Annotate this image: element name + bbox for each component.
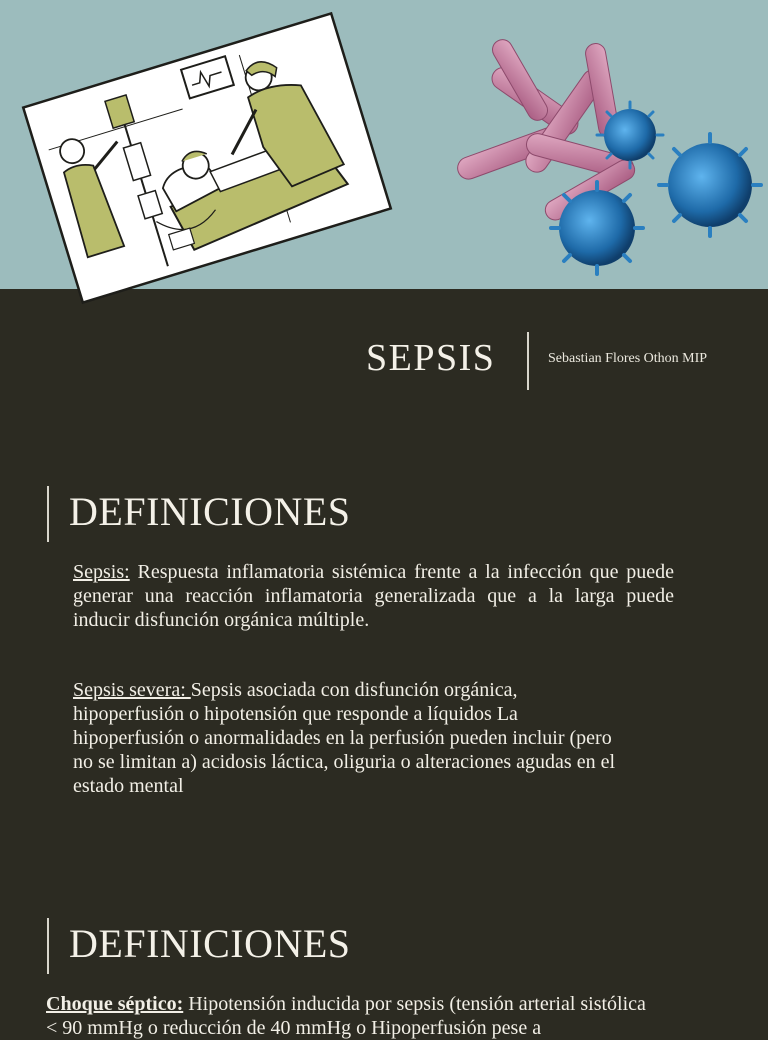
header-banner [0,0,768,289]
bacteria-virus-image [445,50,768,285]
definition-term: Sepsis: [73,561,130,583]
definition-text: Hipotensión inducida por sepsis (tensión arterial sistólica < 90 mmHg o reducción de 40 mmHg o Hipoperfusión pese a [46,993,646,1039]
definition-text: Sepsis asociada con disfunción orgánica, hipoperfusión o hipotensión que responde a líquidos La hipoperfusión o anormalidades en la perfusión pueden incluir (pero no se limitan a) acidosis láctica, oliguria o alteraciones agudas en el estado mental [73,679,616,797]
slide-title: SEPSIS [366,337,496,379]
section-heading: DEFINICIONES [69,921,351,966]
title-slide [0,0,768,468]
hospital-illustration [18,4,396,312]
author-name: Sebastian Flores Othon MIP [548,351,708,366]
title-divider [527,332,529,390]
definition-text: Respuesta inflamatoria sistémica frente a la infección que puede generar una reacción inflamatoria generalizada que a la larga puede inducir disfunción orgánica múltiple. [73,561,674,631]
definition-term: Sepsis severa: [73,679,191,701]
definition-term: Choque séptico: [46,993,184,1015]
heading-accent-bar [47,486,49,542]
definitions-slide [0,468,768,898]
definition-paragraph [73,560,674,632]
definitions-slide [0,898,768,1039]
section-heading: DEFINICIONES [69,489,351,534]
definition-paragraph [73,678,633,798]
definition-paragraph [46,992,656,1040]
heading-accent-bar [47,918,49,974]
title-block [0,332,768,390]
